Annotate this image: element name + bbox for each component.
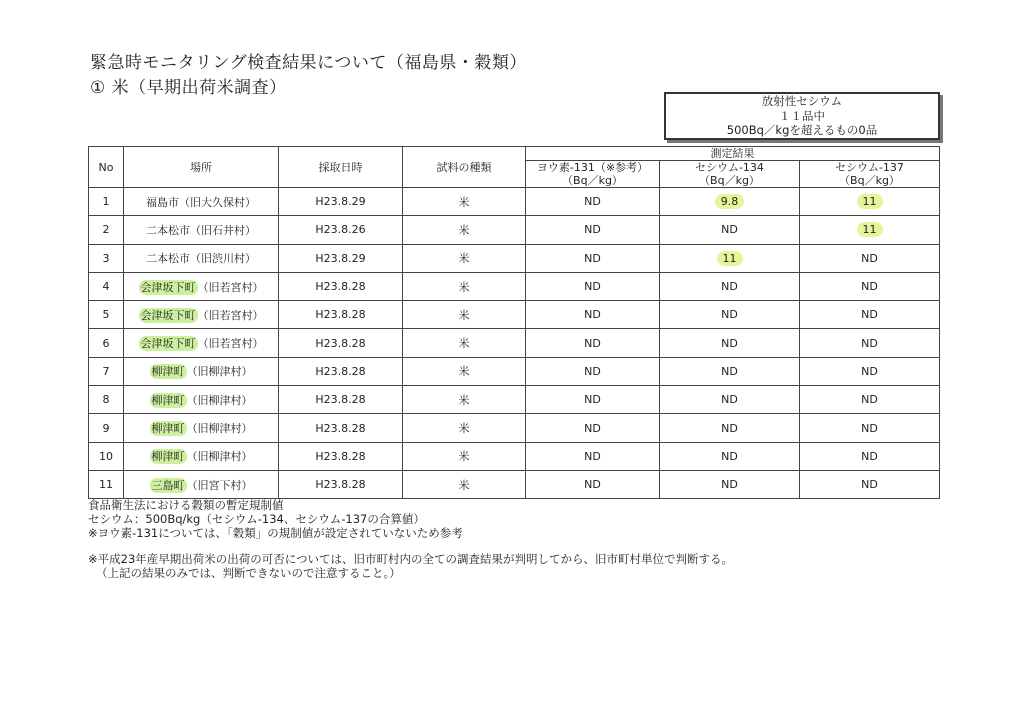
note-line: ※ヨウ素-131については、「穀類」の規制値が設定されていないため参考 <box>88 526 463 540</box>
cell-i131-text: ND <box>584 449 601 463</box>
header-unit: （Bq／kg） <box>660 174 800 188</box>
cell-date-text: H23.8.28 <box>315 421 366 435</box>
header-sample: 試料の種類 <box>403 147 526 188</box>
cell-no <box>89 329 124 357</box>
cell-cs137 <box>800 414 940 442</box>
cell-no-text: 7 <box>102 364 110 378</box>
cell-i131-text: ND <box>584 336 601 350</box>
cell-place-town: 柳津町 <box>151 393 185 407</box>
cell-no-text: 3 <box>102 251 110 265</box>
table-row <box>89 442 940 470</box>
table-row <box>89 386 940 414</box>
table-row <box>89 470 940 498</box>
cell-cs137-text: ND <box>861 251 878 265</box>
cell-no-text: 6 <box>102 336 110 350</box>
cell-cs134-text: ND <box>721 478 738 492</box>
cell-cs134-text: ND <box>721 280 738 294</box>
cell-place-text: 二本松市（旧渋川村） <box>146 252 256 266</box>
cell-place-text: （旧柳津村） <box>186 422 253 436</box>
cell-sample <box>403 272 526 300</box>
cell-no-text: 4 <box>102 280 110 294</box>
cell-i131-text: ND <box>584 195 601 209</box>
cell-cs137 <box>800 272 940 300</box>
cell-sample-text: 米 <box>458 308 470 322</box>
cell-sample-text: 米 <box>458 195 470 209</box>
cell-sample <box>403 216 526 244</box>
cell-i131-text: ND <box>584 393 601 407</box>
cell-cs134-text: 11 <box>717 251 743 266</box>
cell-cs134 <box>660 442 800 470</box>
cell-date-text: H23.8.28 <box>315 308 366 322</box>
note-line: 食品衛生法における穀類の暫定規制値 <box>88 498 284 512</box>
cell-cs137-text: 11 <box>857 194 883 209</box>
cell-no-text: 9 <box>102 421 110 435</box>
cell-date-text: H23.8.28 <box>315 364 366 378</box>
table-row <box>89 414 940 442</box>
cell-place <box>124 442 279 470</box>
cell-cs134-text: ND <box>721 308 738 322</box>
table-row <box>89 301 940 329</box>
cell-i131 <box>526 301 660 329</box>
cell-date-text: H23.8.29 <box>315 251 366 265</box>
cell-cs137-text: ND <box>861 421 878 435</box>
cell-cs137-text: ND <box>861 393 878 407</box>
cell-no <box>89 442 124 470</box>
cell-sample-text: 米 <box>458 365 470 379</box>
cell-cs134-text: ND <box>721 364 738 378</box>
cell-cs134 <box>660 301 800 329</box>
summary-line-2: １１品中 <box>779 108 825 123</box>
cell-i131-text: ND <box>584 478 601 492</box>
regulation-notes <box>88 498 463 540</box>
table-row <box>89 244 940 272</box>
summary-box <box>664 92 940 140</box>
cell-cs137-text: 11 <box>857 222 883 237</box>
cell-i131 <box>526 386 660 414</box>
cell-cs137-text: ND <box>861 280 878 294</box>
cell-i131-text: ND <box>584 251 601 265</box>
cell-cs134 <box>660 357 800 385</box>
cell-no-text: 5 <box>102 308 110 322</box>
shipping-notes <box>88 552 733 580</box>
cell-no <box>89 414 124 442</box>
cell-place-text: （旧若宮村） <box>197 280 264 294</box>
cell-date <box>279 386 403 414</box>
cell-sample-text: 米 <box>458 252 470 266</box>
header-i131: ヨウ素-131（※参考） <box>526 161 660 175</box>
header-place: 場所 <box>124 147 279 188</box>
cell-place-town: 会津坂下町 <box>140 337 196 351</box>
cell-cs137 <box>800 470 940 498</box>
cell-place <box>124 329 279 357</box>
cell-sample-text: 米 <box>458 393 470 407</box>
cell-cs137 <box>800 357 940 385</box>
cell-no <box>89 470 124 498</box>
cell-i131 <box>526 216 660 244</box>
cell-cs137 <box>800 442 940 470</box>
cell-place-text: （旧若宮村） <box>197 308 264 322</box>
header-date: 採取日時 <box>279 147 403 188</box>
cell-i131 <box>526 357 660 385</box>
header-cs134: セシウム-134 <box>660 161 800 175</box>
cell-place-town: 会津坂下町 <box>140 280 196 294</box>
cell-place-town: 会津坂下町 <box>140 308 196 322</box>
cell-sample-text: 米 <box>458 450 470 464</box>
header-cs137: セシウム-137 <box>800 161 940 175</box>
cell-date-text: H23.8.28 <box>315 280 366 294</box>
cell-cs137 <box>800 386 940 414</box>
cell-place-text: 福島市（旧大久保村） <box>146 195 256 209</box>
cell-cs134-text: 9.8 <box>715 194 745 209</box>
cell-date-text: H23.8.28 <box>315 393 366 407</box>
cell-cs134-text: ND <box>721 449 738 463</box>
cell-i131-text: ND <box>584 308 601 322</box>
cell-place <box>124 244 279 272</box>
cell-cs137 <box>800 301 940 329</box>
cell-date <box>279 216 403 244</box>
cell-date-text: H23.8.28 <box>315 336 366 350</box>
cell-cs134 <box>660 329 800 357</box>
cell-cs134-text: ND <box>721 336 738 350</box>
cell-sample <box>403 470 526 498</box>
cell-date-text: H23.8.29 <box>315 195 366 209</box>
cell-place-town: 柳津町 <box>151 422 185 436</box>
cell-place <box>124 272 279 300</box>
cell-date <box>279 301 403 329</box>
cell-cs137 <box>800 329 940 357</box>
summary-line-1: 放射性セシウム <box>761 94 843 108</box>
note-line: （上記の結果のみでは、判断できないので注意すること。） <box>96 566 401 580</box>
cell-i131-text: ND <box>584 364 601 378</box>
cell-place <box>124 216 279 244</box>
cell-cs134 <box>660 244 800 272</box>
cell-cs137-text: ND <box>861 478 878 492</box>
cell-i131 <box>526 244 660 272</box>
cell-place <box>124 357 279 385</box>
cell-sample <box>403 386 526 414</box>
header-unit: （Bq／kg） <box>800 174 940 188</box>
cell-date <box>279 188 403 216</box>
cell-place-town: 柳津町 <box>151 450 185 464</box>
cell-cs134 <box>660 414 800 442</box>
cell-date <box>279 329 403 357</box>
cell-sample <box>403 188 526 216</box>
cell-cs134 <box>660 216 800 244</box>
table-row <box>89 329 940 357</box>
cell-sample-text: 米 <box>458 337 470 351</box>
cell-no-text: 1 <box>102 195 110 209</box>
cell-sample-text: 米 <box>458 223 470 237</box>
cell-i131 <box>526 329 660 357</box>
cell-cs137 <box>800 244 940 272</box>
cell-cs137-text: ND <box>861 308 878 322</box>
page-subtitle: ① 米（早期出荷米調査） <box>90 78 287 98</box>
cell-place-town: 柳津町 <box>151 365 185 379</box>
cell-sample-text: 米 <box>458 280 470 294</box>
table-row <box>89 188 940 216</box>
cell-date-text: H23.8.28 <box>315 449 366 463</box>
cell-no-text: 8 <box>102 393 110 407</box>
cell-date <box>279 357 403 385</box>
page-title: 緊急時モニタリング検査結果について（福島県・穀類） <box>90 53 527 73</box>
header-no: No <box>89 147 124 188</box>
cell-cs137 <box>800 188 940 216</box>
cell-i131 <box>526 272 660 300</box>
cell-sample-text: 米 <box>458 422 470 436</box>
cell-sample <box>403 414 526 442</box>
cell-place-text: （旧柳津村） <box>186 365 253 379</box>
cell-cs137-text: ND <box>861 336 878 350</box>
cell-place <box>124 470 279 498</box>
table-row <box>89 216 940 244</box>
summary-line-3: 500Bq／kgを超えるもの0品 <box>726 123 878 137</box>
cell-place-text: （旧宮下村） <box>186 478 253 492</box>
cell-place-town: 三島町 <box>151 478 185 492</box>
cell-sample <box>403 329 526 357</box>
cell-no <box>89 301 124 329</box>
cell-place <box>124 386 279 414</box>
cell-sample-text: 米 <box>458 478 470 492</box>
cell-no-text: 2 <box>102 223 110 237</box>
table-row <box>89 272 940 300</box>
cell-i131 <box>526 188 660 216</box>
cell-i131-text: ND <box>584 223 601 237</box>
cell-no <box>89 357 124 385</box>
cell-cs134 <box>660 272 800 300</box>
header-result-group: 測定結果 <box>526 147 940 161</box>
cell-date-text: H23.8.26 <box>315 223 366 237</box>
cell-cs134-text: ND <box>721 223 738 237</box>
cell-cs137-text: ND <box>861 449 878 463</box>
cell-cs134 <box>660 470 800 498</box>
cell-no <box>89 244 124 272</box>
cell-no <box>89 272 124 300</box>
cell-no-text: 11 <box>99 478 113 492</box>
cell-cs134 <box>660 386 800 414</box>
cell-date <box>279 272 403 300</box>
cell-place-text: （旧柳津村） <box>186 393 253 407</box>
cell-sample <box>403 442 526 470</box>
table-row <box>89 357 940 385</box>
cell-cs134-text: ND <box>721 393 738 407</box>
cell-place <box>124 301 279 329</box>
cell-sample <box>403 244 526 272</box>
cell-date <box>279 414 403 442</box>
cell-i131 <box>526 414 660 442</box>
cell-cs137-text: ND <box>861 364 878 378</box>
note-line: セシウム：500Bq/kg（セシウム-134、セシウム-137の合算値） <box>88 512 425 526</box>
cell-i131 <box>526 470 660 498</box>
cell-date <box>279 244 403 272</box>
cell-i131-text: ND <box>584 280 601 294</box>
cell-cs134 <box>660 188 800 216</box>
cell-no <box>89 216 124 244</box>
cell-no <box>89 188 124 216</box>
cell-place-text: 二本松市（旧石井村） <box>146 223 256 237</box>
cell-date-text: H23.8.28 <box>315 478 366 492</box>
cell-sample <box>403 357 526 385</box>
header-unit: （Bq／kg） <box>526 174 660 188</box>
cell-no-text: 10 <box>99 449 113 463</box>
note-line: ※平成23年産早期出荷米の出荷の可否については、旧市町村内の全ての調査結果が判明してから、旧市町村単位で判断する。 <box>88 552 734 566</box>
cell-place-text: （旧柳津村） <box>186 450 253 464</box>
cell-place <box>124 414 279 442</box>
cell-cs134-text: ND <box>721 421 738 435</box>
cell-i131-text: ND <box>584 421 601 435</box>
cell-date <box>279 442 403 470</box>
cell-i131 <box>526 442 660 470</box>
cell-cs137 <box>800 216 940 244</box>
cell-place-text: （旧若宮村） <box>197 337 264 351</box>
cell-sample <box>403 301 526 329</box>
cell-date <box>279 470 403 498</box>
results-table <box>88 146 940 499</box>
cell-no <box>89 386 124 414</box>
cell-place <box>124 188 279 216</box>
